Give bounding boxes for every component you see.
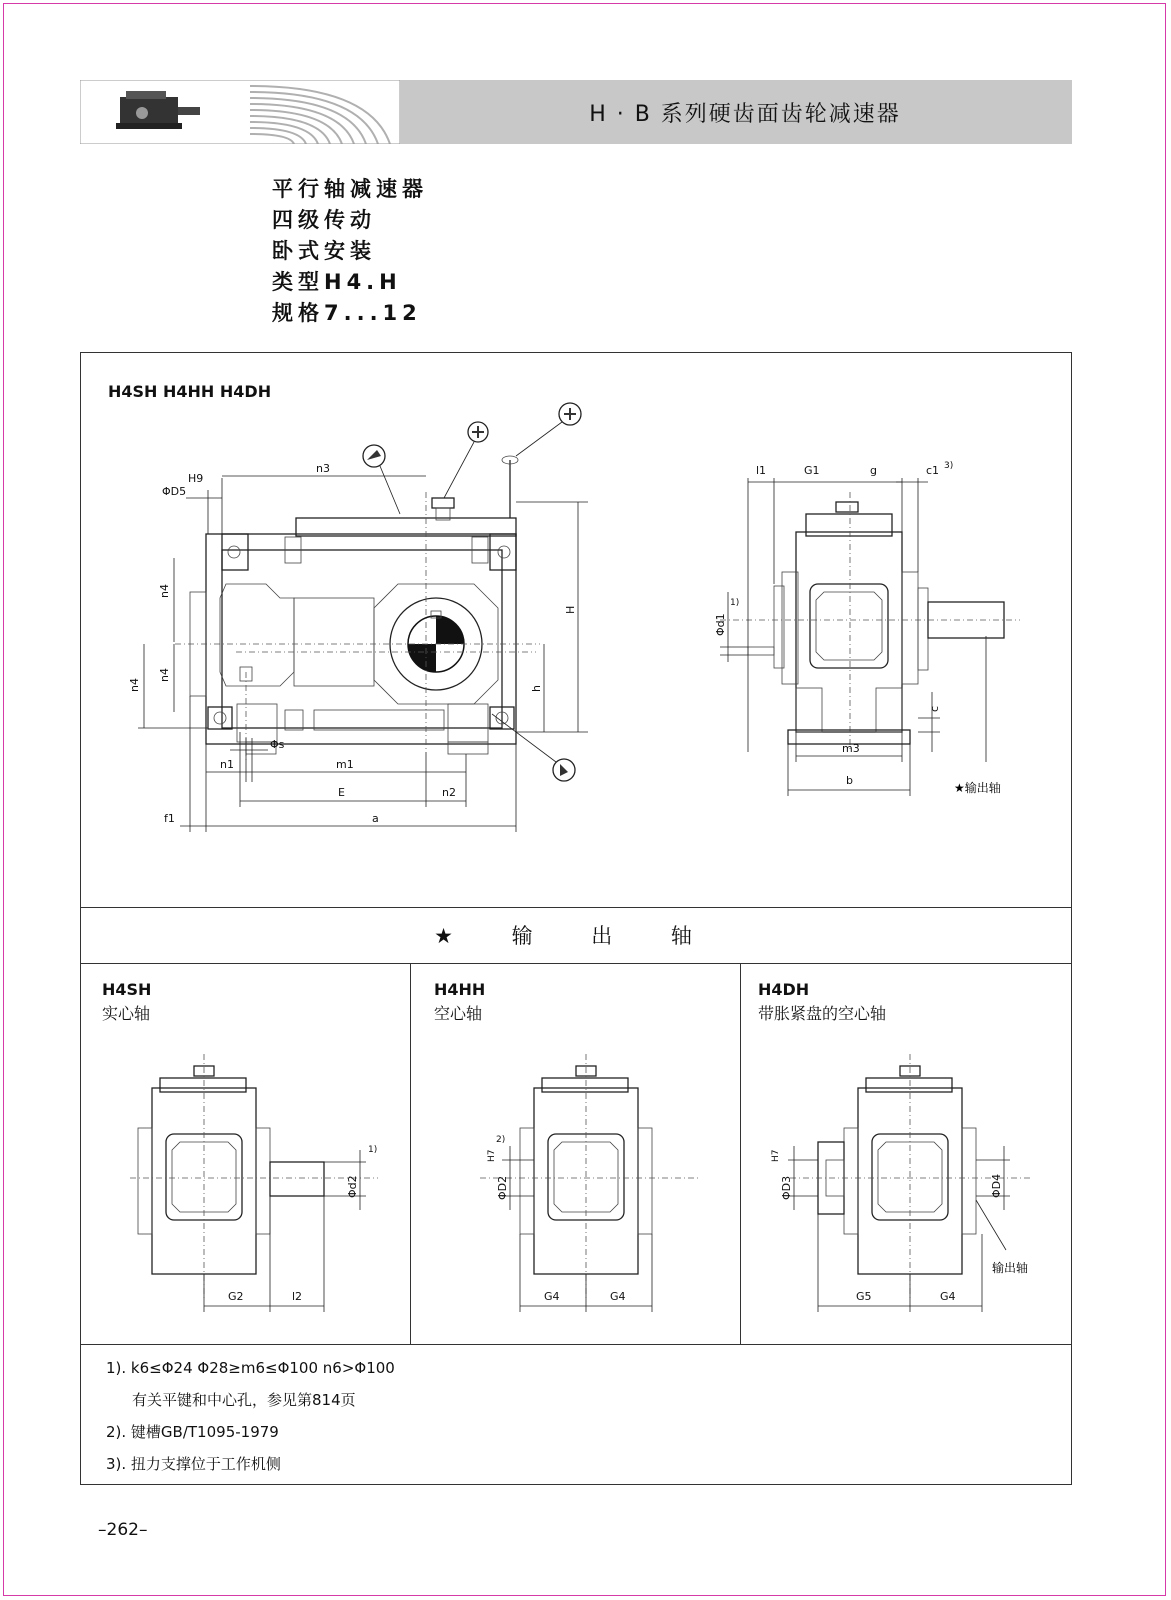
divider	[80, 963, 1072, 964]
footnote: 2). 键槽GB/T1095-1979	[106, 1423, 279, 1441]
tolerance-label: H7	[487, 1149, 497, 1162]
variant-h4hh	[434, 978, 485, 1026]
dim-label-G5: G5	[856, 1290, 872, 1303]
dim-label-H: H	[564, 605, 577, 614]
dim-label-l2: l2	[292, 1290, 303, 1303]
footnote: 1). k6≤Φ24 Φ28≥m6≤Φ100 n6>Φ100	[106, 1359, 395, 1377]
dim-label-a: a	[372, 812, 379, 825]
spec-line: 四级传动	[272, 208, 376, 232]
h4dh-drawing	[770, 1050, 1060, 1320]
dim-label-m3: m3	[842, 742, 860, 755]
dim-label-G4: G4	[544, 1290, 560, 1303]
dim-label-n4: n4	[158, 668, 171, 682]
variant-code: H4HH	[434, 980, 486, 999]
variant-h4dh	[758, 978, 886, 1026]
dim-label-l1: l1	[756, 464, 767, 477]
spec-line: 卧式安装	[272, 239, 376, 263]
dim-label-d2: Φd2	[346, 1175, 359, 1198]
divider	[740, 963, 741, 1344]
dim-label-h: h	[530, 685, 543, 692]
dim-label-G2: G2	[228, 1290, 244, 1303]
page-header-title: H · B 系列硬齿面齿轮减速器	[589, 101, 901, 127]
spec-line: 类型H4.H	[272, 270, 402, 294]
dim-label-b: b	[846, 774, 853, 787]
dim-label-D5: ΦD5	[162, 485, 187, 498]
dim-label-G1: G1	[804, 464, 820, 477]
dim-label-G4: G4	[610, 1290, 626, 1303]
dim-label-d1: Φd1	[714, 613, 727, 636]
note-marker: 1)	[368, 1145, 378, 1155]
main-drawing-title: H4SH H4HH H4DH	[108, 382, 272, 401]
gearbox-photo-icon	[112, 87, 212, 137]
note-marker: 1)	[730, 598, 740, 608]
dim-label-c1: c1	[926, 464, 940, 477]
note-marker: 3)	[944, 461, 954, 471]
dim-label-D2: ΦD2	[496, 1175, 509, 1200]
spec-line: 规格7...12	[272, 301, 422, 325]
dim-label-n4: n4	[128, 678, 141, 692]
front-view	[175, 456, 540, 762]
dim-label-E: E	[338, 786, 345, 799]
page-number: –262–	[98, 1520, 148, 1540]
variant-code: H4DH	[758, 980, 810, 999]
spec-line: 平行轴减速器	[272, 177, 428, 201]
variant-code: H4SH	[102, 980, 152, 999]
output-shaft-callout: 输出轴	[992, 1261, 1029, 1275]
footnote: 3). 扭力支撑位于工作机侧	[106, 1455, 281, 1473]
variant-desc: 空心轴	[434, 1004, 483, 1023]
spec-list	[272, 174, 428, 329]
h4sh-drawing	[120, 1050, 400, 1320]
h4hh-drawing	[450, 1050, 730, 1320]
dim-label-n1: n1	[220, 758, 234, 771]
dim-label-n3: n3	[316, 462, 330, 475]
dim-label-n2: n2	[442, 786, 456, 799]
dim-label-s: Φs	[270, 738, 285, 751]
main-technical-drawing	[80, 352, 1072, 907]
tolerance-label: H7	[771, 1149, 781, 1162]
output-shaft-header: ★ 输 出 轴	[434, 924, 718, 948]
dim-label-m1: m1	[336, 758, 354, 771]
variant-desc: 实心轴	[102, 1004, 151, 1023]
dim-label-G4: G4	[940, 1290, 956, 1303]
divider	[410, 963, 411, 1344]
dim-label-H9: H9	[188, 472, 204, 485]
side-view	[720, 492, 1020, 752]
dim-label-D4: ΦD4	[990, 1173, 1003, 1198]
footnote: 有关平键和中心孔，参见第814页	[132, 1391, 356, 1409]
dim-label-D3: ΦD3	[780, 1175, 793, 1200]
variant-desc: 带胀紧盘的空心轴	[758, 1004, 887, 1023]
variant-h4sh	[102, 978, 151, 1026]
dim-label-n4: n4	[158, 584, 171, 598]
output-shaft-label: ★输出轴	[954, 781, 1001, 795]
divider	[80, 1344, 1072, 1345]
note-marker: 2)	[496, 1135, 506, 1145]
footnotes	[106, 1352, 395, 1480]
dim-label-f1: f1	[164, 812, 175, 825]
dim-label-g: g	[870, 464, 877, 477]
dim-label-c: c	[928, 705, 941, 712]
